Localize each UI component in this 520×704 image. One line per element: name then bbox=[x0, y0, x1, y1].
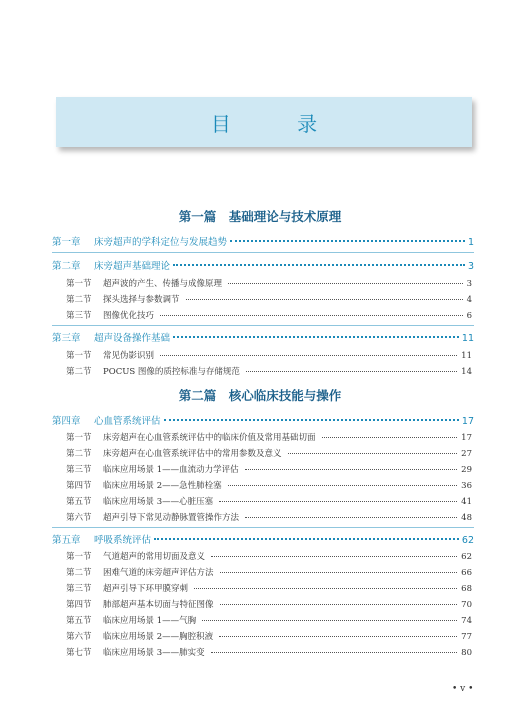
toc-section[interactable] bbox=[66, 630, 472, 643]
dot-leader bbox=[160, 355, 457, 356]
section-title: 临床应用场景 3——肺实变 bbox=[103, 648, 205, 658]
section-label: 第二节 bbox=[66, 568, 92, 578]
section-label: 第三节 bbox=[66, 465, 92, 475]
toc-section[interactable] bbox=[66, 566, 472, 579]
dot-leader bbox=[322, 437, 458, 438]
toc-section[interactable] bbox=[66, 365, 472, 378]
part-title: 第一篇 基础理论与技术原理 bbox=[178, 209, 342, 224]
section-page: 77 bbox=[461, 632, 472, 642]
dot-leader bbox=[230, 240, 465, 242]
section-page: 3 bbox=[466, 279, 472, 289]
section-label: 第一节 bbox=[66, 351, 92, 361]
section-title: 困难气道的床旁超声评估方法 bbox=[103, 568, 214, 578]
chapter-divider bbox=[52, 325, 474, 326]
section-page: 29 bbox=[461, 465, 472, 475]
toc-section[interactable] bbox=[66, 495, 472, 508]
section-label: 第三节 bbox=[66, 584, 92, 594]
section-page: 70 bbox=[461, 600, 472, 610]
dot-leader bbox=[173, 264, 465, 266]
dot-leader bbox=[202, 620, 457, 621]
chapter-title: 呼吸系统评估 bbox=[94, 535, 152, 546]
chapter-page: 1 bbox=[467, 237, 474, 248]
section-label: 第四节 bbox=[66, 481, 92, 491]
section-label: 第六节 bbox=[66, 513, 92, 523]
chapter-label: 第三章 bbox=[52, 333, 81, 344]
toc-section[interactable] bbox=[66, 309, 472, 322]
toc-section[interactable] bbox=[66, 447, 472, 460]
chapter-title: 超声设备操作基础 bbox=[94, 333, 171, 344]
toc-section[interactable] bbox=[66, 614, 472, 627]
section-label: 第二节 bbox=[66, 449, 92, 459]
section-page: 80 bbox=[461, 648, 472, 658]
page-number: • v • bbox=[452, 684, 474, 694]
section-title: 临床应用场景 3——心脏压塞 bbox=[103, 497, 214, 507]
toc-chapter[interactable] bbox=[52, 413, 474, 427]
section-title: 探头选择与参数调节 bbox=[103, 295, 180, 305]
section-page: 74 bbox=[461, 616, 472, 626]
chapter-page: 3 bbox=[467, 261, 474, 272]
chapter-label: 第一章 bbox=[52, 237, 81, 248]
dot-leader bbox=[228, 283, 463, 284]
section-page: 36 bbox=[461, 481, 472, 491]
dot-leader bbox=[154, 538, 459, 540]
section-label: 第七节 bbox=[66, 648, 92, 658]
section-title: 常见伪影识别 bbox=[103, 351, 155, 361]
chapter-divider bbox=[52, 252, 474, 253]
dot-leader bbox=[160, 315, 463, 316]
dot-leader bbox=[228, 485, 458, 486]
dot-leader bbox=[245, 469, 458, 470]
section-label: 第五节 bbox=[66, 497, 92, 507]
dot-leader bbox=[220, 572, 458, 573]
toc-section[interactable] bbox=[66, 431, 472, 444]
section-page: 17 bbox=[461, 433, 472, 443]
section-title: POCUS 图像的质控标准与存储规范 bbox=[103, 367, 240, 377]
toc-section[interactable] bbox=[66, 349, 472, 362]
chapter-page: 62 bbox=[461, 535, 474, 546]
dot-leader bbox=[288, 453, 458, 454]
section-title: 气道超声的常用切面及意义 bbox=[103, 552, 206, 562]
chapter-title: 床旁超声的学科定位与发展趋势 bbox=[94, 237, 228, 248]
section-label: 第五节 bbox=[66, 616, 92, 626]
part-title: 第二篇 核心临床技能与操作 bbox=[178, 388, 342, 403]
chapter-label: 第五章 bbox=[52, 535, 81, 546]
toc-chapter[interactable] bbox=[52, 234, 474, 248]
toc-section[interactable] bbox=[66, 550, 472, 563]
toc-section[interactable] bbox=[66, 479, 472, 492]
dot-leader bbox=[245, 517, 457, 518]
chapter-label: 第二章 bbox=[52, 261, 81, 272]
dot-leader bbox=[219, 501, 457, 502]
section-label: 第二节 bbox=[66, 367, 92, 377]
section-page: 62 bbox=[461, 552, 472, 562]
toc-section[interactable] bbox=[66, 463, 472, 476]
chapter-page: 11 bbox=[461, 333, 474, 344]
section-label: 第三节 bbox=[66, 311, 92, 321]
dot-leader bbox=[246, 371, 457, 372]
toc-section[interactable] bbox=[66, 582, 472, 595]
dot-leader bbox=[220, 604, 458, 605]
chapter-page: 17 bbox=[461, 416, 474, 427]
dot-leader bbox=[186, 299, 463, 300]
section-page: 27 bbox=[461, 449, 472, 459]
section-title: 临床应用场景 2——急性肺栓塞 bbox=[103, 481, 222, 491]
section-title: 超声波的产生、传播与成像原理 bbox=[103, 279, 223, 289]
chapter-label: 第四章 bbox=[52, 416, 81, 427]
toc-chapter[interactable] bbox=[52, 258, 474, 272]
dot-leader bbox=[211, 556, 457, 557]
section-title: 床旁超声在心血管系统评估中的常用参数及意义 bbox=[103, 449, 282, 459]
toc-section[interactable] bbox=[66, 293, 472, 306]
section-title: 临床应用场景 2——胸腔积液 bbox=[103, 632, 214, 642]
section-page: 6 bbox=[466, 311, 472, 321]
section-page: 11 bbox=[461, 351, 472, 361]
toc-section[interactable] bbox=[66, 598, 472, 611]
section-label: 第一节 bbox=[66, 279, 92, 289]
toc-chapter[interactable] bbox=[52, 330, 474, 344]
section-page: 68 bbox=[461, 584, 472, 594]
toc-section[interactable] bbox=[66, 646, 472, 659]
section-title: 图像优化技巧 bbox=[103, 311, 155, 321]
section-label: 第一节 bbox=[66, 552, 92, 562]
section-label: 第一节 bbox=[66, 433, 92, 443]
section-page: 14 bbox=[461, 367, 472, 377]
section-title: 床旁超声在心血管系统评估中的临床价值及常用基础切面 bbox=[103, 433, 316, 443]
section-label: 第六节 bbox=[66, 632, 92, 642]
section-page: 41 bbox=[461, 497, 472, 507]
dot-leader bbox=[164, 419, 459, 421]
chapter-title: 心血管系统评估 bbox=[94, 416, 161, 427]
section-page: 4 bbox=[466, 295, 472, 305]
dot-leader bbox=[219, 636, 457, 637]
section-label: 第四节 bbox=[66, 600, 92, 610]
section-page: 48 bbox=[461, 513, 472, 523]
toc-chapter[interactable] bbox=[52, 532, 474, 546]
toc-title: 目 录 bbox=[210, 111, 348, 136]
section-title: 临床应用场景 1——血流动力学评估 bbox=[103, 465, 239, 475]
section-title: 超声引导下常见动静脉置管操作方法 bbox=[103, 513, 240, 523]
toc-section[interactable] bbox=[66, 511, 472, 524]
chapter-divider bbox=[52, 527, 474, 528]
section-title: 肺部超声基本切面与特征图像 bbox=[103, 600, 214, 610]
section-title: 临床应用场景 1——气胸 bbox=[103, 616, 197, 626]
chapter-title: 床旁超声基础理论 bbox=[94, 261, 171, 272]
dot-leader bbox=[194, 588, 457, 589]
toc-title-banner bbox=[56, 97, 472, 147]
section-label: 第二节 bbox=[66, 295, 92, 305]
toc-section[interactable] bbox=[66, 277, 472, 290]
section-title: 超声引导下环甲膜穿刺 bbox=[103, 584, 189, 594]
dot-leader bbox=[173, 336, 459, 338]
section-page: 66 bbox=[461, 568, 472, 578]
dot-leader bbox=[211, 652, 458, 653]
